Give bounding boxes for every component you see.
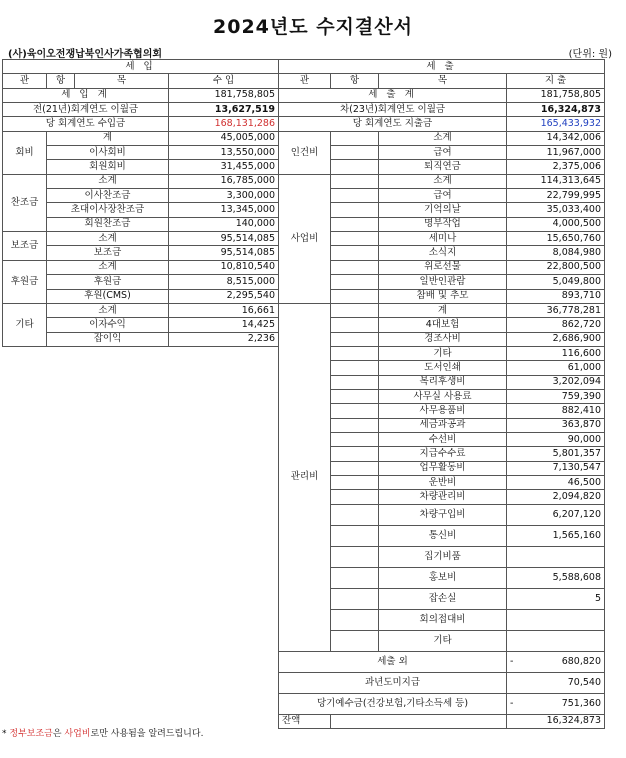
income-item-label: 회원찬조금 (47, 217, 169, 231)
table-row (3, 303, 279, 317)
expense-extra-label: 과년도미지급 (279, 672, 507, 693)
expense-extra-label: 세출 외 (279, 651, 507, 672)
expense-item-blank (331, 546, 379, 567)
expense-extra-value: 680,820 (561, 655, 601, 667)
income-item-value: 16,785,000 (169, 174, 279, 188)
income-item-value: 140,000 (169, 217, 279, 231)
expense-item-value: 7,130,547 (507, 461, 605, 475)
expense-current-value: 165,433,932 (507, 117, 605, 131)
expense-item-value: 5,588,608 (507, 567, 605, 588)
table-row (3, 232, 279, 246)
expense-item-value (507, 630, 605, 651)
table-row (3, 174, 279, 188)
expense-item-label: 급여 (379, 189, 507, 203)
expense-item-label: 기타 (379, 630, 507, 651)
expense-item-value: 114,313,645 (507, 174, 605, 188)
income-group-name: 보조금 (3, 232, 47, 261)
expense-item-value: 15,650,760 (507, 232, 605, 246)
income-item-label: 계 (47, 131, 169, 145)
income-item-label: 이사찬조금 (47, 189, 169, 203)
expense-item-value: 11,967,000 (507, 146, 605, 160)
expense-item-value: 116,600 (507, 346, 605, 360)
expense-item-label: 복리후생비 (379, 375, 507, 389)
income-current-label: 당 회계연도 수입금 (3, 117, 169, 131)
income-item-label: 소계 (47, 174, 169, 188)
expense-item-label: 계 (379, 303, 507, 317)
expense-item-value: 5 (507, 588, 605, 609)
income-item-label: 소계 (47, 232, 169, 246)
expense-group-name: 인건비 (279, 131, 331, 174)
income-item-label: 후원(CMS) (47, 289, 169, 303)
balance-label: 잔액 (279, 714, 331, 728)
expense-item-blank (331, 609, 379, 630)
table-row (3, 260, 279, 274)
expense-item-label: 급여 (379, 146, 507, 160)
income-item-label: 소계 (47, 260, 169, 274)
expense-item-blank (331, 504, 379, 525)
income-item-value: 95,514,085 (169, 232, 279, 246)
footnote (2, 726, 203, 739)
expense-extra-value-cell (507, 651, 605, 672)
expense-item-blank (331, 375, 379, 389)
income-item-label: 회원회비 (47, 160, 169, 174)
balance-value: 16,324,873 (507, 714, 605, 728)
expense-item-blank (331, 461, 379, 475)
expense-item-blank (331, 475, 379, 489)
income-item-value: 10,810,540 (169, 260, 279, 274)
income-item-label: 이자수익 (47, 318, 169, 332)
income-item-value: 13,550,000 (169, 146, 279, 160)
expense-item-value (507, 546, 605, 567)
expense-item-label: 소계 (379, 174, 507, 188)
income-col-mok: 목 (75, 74, 169, 88)
income-item-value: 3,300,000 (169, 189, 279, 203)
expense-item-label: 명부작업 (379, 217, 507, 231)
expense-item-blank (331, 432, 379, 446)
income-table (2, 59, 279, 347)
expense-item-value: 5,049,800 (507, 275, 605, 289)
expense-item-value: 1,565,160 (507, 525, 605, 546)
expense-extra-label: 당기예수금(건강보험,기타소득세 등) (279, 693, 507, 714)
footnote-red-2: 사업비 (64, 729, 91, 739)
expense-group-name: 사업비 (279, 174, 331, 303)
income-item-value: 95,514,085 (169, 246, 279, 260)
expense-col-mok: 목 (379, 74, 507, 88)
income-item-value: 14,425 (169, 318, 279, 332)
income-total-value: 181,758,805 (169, 88, 279, 102)
income-col-hang: 항 (47, 74, 75, 88)
expense-extra-value-cell (507, 693, 605, 714)
income-item-label: 잡이익 (47, 332, 169, 346)
expense-item-value: 893,710 (507, 289, 605, 303)
expense-item-label: 4대보험 (379, 318, 507, 332)
income-item-value: 8,515,000 (169, 275, 279, 289)
income-item-value: 45,005,000 (169, 131, 279, 145)
income-item-value: 16,661 (169, 303, 279, 317)
expense-item-blank (331, 389, 379, 403)
expense-item-value: 90,000 (507, 432, 605, 446)
income-item-label: 후원금 (47, 275, 169, 289)
expense-item-value: 14,342,006 (507, 131, 605, 145)
expense-item-value: 2,375,006 (507, 160, 605, 174)
expense-item-label: 운반비 (379, 475, 507, 489)
expense-item-label: 사무용품비 (379, 404, 507, 418)
expense-item-label: 일반인관람 (379, 275, 507, 289)
table-row (279, 672, 605, 693)
expense-current-label: 당 회계연도 지출금 (279, 117, 507, 131)
expense-item-blank (331, 418, 379, 432)
expense-extra-value-cell (507, 672, 605, 693)
expense-extra-dash: - (510, 655, 514, 667)
expense-item-blank (331, 525, 379, 546)
expense-item-label: 퇴직연금 (379, 160, 507, 174)
expense-item-value: 2,686,900 (507, 332, 605, 346)
expense-item-label: 위로선물 (379, 260, 507, 274)
expense-item-value: 5,801,357 (507, 447, 605, 461)
expense-item-label: 잡손실 (379, 588, 507, 609)
table-row (279, 693, 605, 714)
expense-col-amount: 지 출 (507, 74, 605, 88)
income-item-label: 이사회비 (47, 146, 169, 160)
expense-item-label: 차량관리비 (379, 490, 507, 504)
table-row (279, 174, 605, 188)
expense-item-blank (331, 232, 379, 246)
expense-item-label: 통신비 (379, 525, 507, 546)
income-current-value: 168,131,286 (169, 117, 279, 131)
table-row (279, 651, 605, 672)
expense-item-blank (331, 447, 379, 461)
expense-total-label: 세 출 계 (279, 88, 507, 102)
balance-blank (331, 714, 507, 728)
income-col-gwan: 관 (3, 74, 47, 88)
expense-item-blank (331, 361, 379, 375)
table-row (279, 131, 605, 145)
expense-item-label: 경조사비 (379, 332, 507, 346)
expense-item-value: 8,084,980 (507, 246, 605, 260)
expense-item-value: 2,094,820 (507, 490, 605, 504)
expense-carry-value: 16,324,873 (507, 103, 605, 117)
expense-item-blank (331, 490, 379, 504)
expense-group-name: 관리비 (279, 303, 331, 651)
expense-item-value: 882,410 (507, 404, 605, 418)
income-item-value: 2,236 (169, 332, 279, 346)
expense-item-value: 36,778,281 (507, 303, 605, 317)
expense-total-value: 181,758,805 (507, 88, 605, 102)
footnote-mid: 은 (52, 729, 65, 739)
expense-item-value: 862,720 (507, 318, 605, 332)
expense-item-blank (331, 160, 379, 174)
income-carry-label: 전(21년)회계연도 이월금 (3, 103, 169, 117)
expense-item-label: 참배 및 추모 (379, 289, 507, 303)
expense-item-label: 수선비 (379, 432, 507, 446)
expense-item-value: 4,000,500 (507, 217, 605, 231)
table-row (3, 131, 279, 145)
expense-item-label: 기억의날 (379, 203, 507, 217)
organization-name: (사)육이오전쟁납북인사가족협의회 (8, 49, 163, 60)
expense-item-label: 차량구입비 (379, 504, 507, 525)
expense-item-blank (331, 346, 379, 360)
income-group-name: 기타 (3, 303, 47, 346)
expense-item-value: 3,202,094 (507, 375, 605, 389)
expense-item-label: 소계 (379, 131, 507, 145)
expense-item-blank (331, 275, 379, 289)
expense-item-blank (331, 246, 379, 260)
income-group-name: 후원금 (3, 260, 47, 303)
income-total-label: 세 입 계 (3, 88, 169, 102)
footnote-prefix: * (2, 729, 10, 739)
expense-item-blank (331, 567, 379, 588)
expense-item-blank (331, 203, 379, 217)
expense-item-blank (331, 289, 379, 303)
expense-item-label: 회의접대비 (379, 609, 507, 630)
unit-label: (단위: 원) (568, 49, 612, 60)
expense-item-blank (331, 404, 379, 418)
footnote-suffix: 로만 사용됨을 알려드립니다. (90, 729, 204, 739)
expense-item-blank (331, 303, 379, 317)
expense-item-blank (331, 131, 379, 145)
table-row (279, 303, 605, 317)
expense-item-label: 도서인쇄 (379, 361, 507, 375)
expense-extra-dash: - (510, 697, 514, 709)
expense-item-value: 363,870 (507, 418, 605, 432)
expense-item-label: 지급수수료 (379, 447, 507, 461)
expense-item-blank (331, 260, 379, 274)
expense-item-value: 6,207,120 (507, 504, 605, 525)
expense-item-label: 업무활동비 (379, 461, 507, 475)
balance-row (279, 714, 605, 728)
expense-header: 세 출 (279, 60, 605, 74)
footnote-red-1: 정부보조금 (9, 729, 53, 739)
expense-item-label: 세미나 (379, 232, 507, 246)
expense-table (278, 59, 605, 729)
expense-item-value: 35,033,400 (507, 203, 605, 217)
income-header: 세 입 (3, 60, 279, 74)
income-item-label: 소계 (47, 303, 169, 317)
income-item-label: 초대이사장찬조금 (47, 203, 169, 217)
expense-item-value: 22,800,500 (507, 260, 605, 274)
expense-item-value: 22,799,995 (507, 189, 605, 203)
page-title: 2024년도 수지결산서 (213, 16, 413, 38)
expense-item-label: 소식지 (379, 246, 507, 260)
expense-item-blank (331, 146, 379, 160)
expense-item-blank (331, 332, 379, 346)
expense-item-label: 집기비품 (379, 546, 507, 567)
income-group-name: 회비 (3, 131, 47, 174)
income-item-value: 2,295,540 (169, 289, 279, 303)
expense-extra-value: 751,360 (561, 697, 601, 709)
expense-item-blank (331, 588, 379, 609)
expense-item-label: 사무실 사용료 (379, 389, 507, 403)
expense-item-blank (331, 630, 379, 651)
expense-item-value: 61,000 (507, 361, 605, 375)
expense-item-value: 759,390 (507, 389, 605, 403)
expense-item-blank (331, 174, 379, 188)
expense-item-blank (331, 318, 379, 332)
income-col-amount: 수 입 (169, 74, 279, 88)
income-item-value: 13,345,000 (169, 203, 279, 217)
expense-item-blank (331, 217, 379, 231)
expense-item-blank (331, 189, 379, 203)
income-item-label: 보조금 (47, 246, 169, 260)
expense-item-label: 기타 (379, 346, 507, 360)
expense-carry-label: 차(23년)회계연도 이월금 (279, 103, 507, 117)
income-carry-value: 13,627,519 (169, 103, 279, 117)
income-item-value: 31,455,000 (169, 160, 279, 174)
expense-col-hang: 항 (331, 74, 379, 88)
expense-item-value: 46,500 (507, 475, 605, 489)
income-group-name: 찬조금 (3, 174, 47, 231)
expense-extra-value: 70,540 (567, 676, 601, 688)
expense-item-label: 홍보비 (379, 567, 507, 588)
expense-item-label: 세금과공과 (379, 418, 507, 432)
expense-item-value (507, 609, 605, 630)
expense-col-gwan: 관 (279, 74, 331, 88)
